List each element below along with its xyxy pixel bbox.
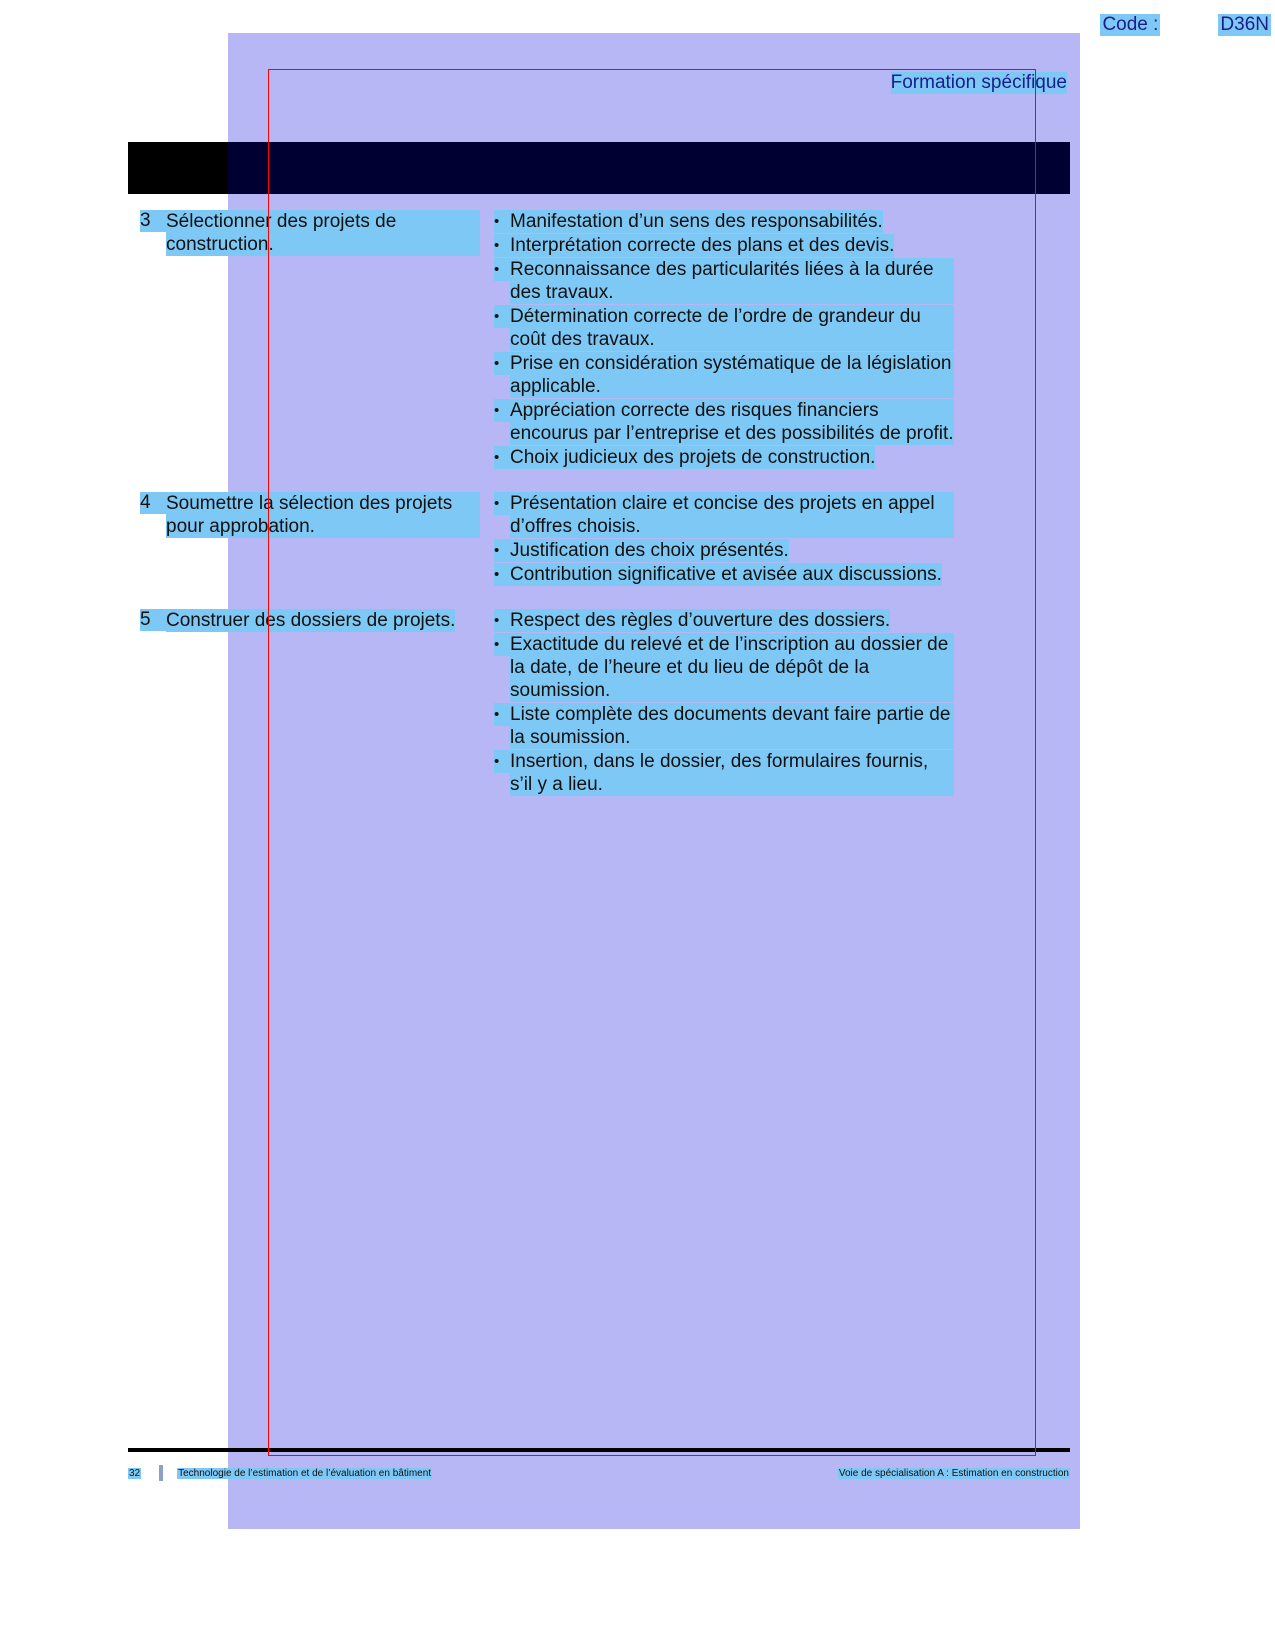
criterion-item (494, 446, 954, 469)
competency-title: Construer des dossiers de projets. (166, 610, 456, 631)
footer-page-number: 32 (129, 1467, 141, 1479)
criterion-text: Justification des choix présentés. (510, 540, 789, 561)
criterion-item (494, 633, 954, 702)
footer-divider (128, 1448, 1070, 1452)
criterion-text: Appréciation correcte des risques financiers encourus par l’entreprise et des possibilités de profit. (510, 400, 954, 444)
criterion-item (494, 210, 954, 233)
criterion-item (494, 352, 954, 398)
criteria-column (494, 492, 954, 587)
criterion-item (494, 609, 954, 632)
competency-title: Sélectionner des projets de construction. (166, 210, 480, 256)
competency-left-column (0, 492, 480, 538)
criterion-text: Exactitude du relevé et de l’inscription au dossier de la date, de l’heure et du lieu de dépôt de la soumission. (510, 633, 954, 702)
competency-number: 3 (140, 210, 166, 232)
bullet-icon: • (494, 539, 510, 562)
criterion-text: Reconnaissance des particularités liées à la durée des travaux. (510, 258, 954, 304)
page-header-title: Formation spécifique (890, 72, 1067, 93)
criterion-item (494, 750, 954, 796)
criterion-text: Manifestation d’un sens des responsabilités. (510, 211, 883, 232)
competency-row (0, 492, 1275, 587)
code-field (1100, 14, 1271, 36)
criterion-item (494, 258, 954, 304)
page-footer (128, 1465, 1070, 1481)
criterion-text: Contribution significative et avisée aux discussions. (510, 564, 942, 585)
criterion-text: Interprétation correcte des plans et des devis. (510, 235, 895, 256)
criterion-text: Liste complète des documents devant faire partie de la soumission. (510, 703, 954, 749)
competency-left-column (0, 609, 480, 632)
bullet-icon: • (494, 234, 510, 257)
bullet-icon: • (494, 305, 510, 328)
competency-row (0, 609, 1275, 797)
criterion-text: Présentation claire et concise des projets en appel d’offres choisis. (510, 492, 954, 538)
bullet-icon: • (494, 633, 510, 656)
competency-number: 5 (140, 609, 166, 631)
bullet-icon: • (494, 609, 510, 632)
bullet-icon: • (494, 492, 510, 515)
criterion-item (494, 563, 954, 586)
header-banner-left-block (128, 142, 228, 194)
criterion-item (494, 399, 954, 445)
footer-marker (159, 1465, 163, 1481)
bullet-icon: • (494, 210, 510, 233)
bullet-icon: • (494, 258, 510, 281)
criterion-text: Respect des règles d’ouverture des dossiers. (510, 610, 891, 631)
bullet-icon: • (494, 563, 510, 586)
bullet-icon: • (494, 750, 510, 773)
criterion-item (494, 234, 954, 257)
criterion-text: Choix judicieux des projets de construction. (510, 447, 876, 468)
footer-specialization: Voie de spécialisation A : Estimation en construction (838, 1467, 1069, 1479)
criterion-item (494, 305, 954, 351)
criterion-text: Prise en considération systématique de la législation applicable. (510, 352, 954, 398)
code-label: Code : (1102, 14, 1159, 35)
criterion-item (494, 703, 954, 749)
competency-number: 4 (140, 492, 166, 514)
competency-title: Soumettre la sélection des projets pour approbation. (166, 492, 480, 538)
competency-left-column (0, 210, 480, 256)
bullet-icon: • (494, 352, 510, 375)
bullet-icon: • (494, 446, 510, 469)
criteria-column (494, 609, 954, 797)
footer-program-title: Technologie de l’estimation et de l’évaluation en bâtiment (178, 1467, 432, 1479)
bullet-icon: • (494, 399, 510, 422)
code-value: D36N (1220, 14, 1269, 35)
criterion-item (494, 539, 954, 562)
bullet-icon: • (494, 703, 510, 726)
criterion-text: Détermination correcte de l’ordre de grandeur du coût des travaux. (510, 305, 954, 351)
criteria-column (494, 210, 954, 470)
header-banner (128, 142, 1070, 194)
competency-list (0, 210, 1275, 819)
criterion-item (494, 492, 954, 538)
criterion-text: Insertion, dans le dossier, des formulaires fournis, s’il y a lieu. (510, 750, 954, 796)
competency-row (0, 210, 1275, 470)
